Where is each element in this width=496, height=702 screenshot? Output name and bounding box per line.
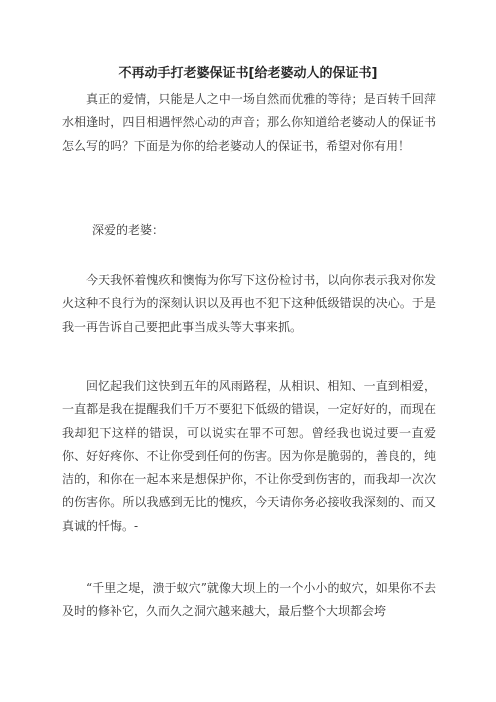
document-title: 不再动手打老婆保证书[给老婆动人的保证书] — [118, 66, 378, 81]
body-paragraph: 今天我怀着愧疚和懊悔为你写下这份检讨书，以向你表示我对你发火这种不良行为的深刻认识以及再也不犯下这种低级错误的决心。于是我一再告诉自己要把此事当成头等大事来抓。 — [62, 273, 436, 334]
body-paragraph: “千里之堤，溃于蚁穴”就像大坝上的一个小小的蚁穴，如果你不去及时的修补它，久而久之洞穴越来越大，最后整个大坝都会垮 — [62, 581, 436, 619]
salutation: 深爱的老婆： — [92, 223, 165, 237]
body-paragraph: 回忆起我们这快到五年的风雨路程，从相识、相知、一直到相爱，一直都是我在提醒我们千万不要犯下低级的错误，一定好好的，而现在我却犯下这样的错误，可以说实在罪不可恕。曾经我也说过要一直爱你、好好疼你、不让你受到任何的伤害。因为你是脆弱的，善良的，纯洁的，和你在一起本来是想保护你，不让你受到伤害的，而我却一次次的伤害你。所以我感到无比的愧疚，今天请你务必接收我深刻的、而又真诚的忏悔。- — [62, 379, 436, 533]
intro-paragraph: 真正的爱情，只能是人之中一场自然而优雅的等待；是百转千回萍水相逢时，四目相遇怦然心动的声音；那么你知道给老婆动人的保证书怎么写的吗？下面是为你的给老婆动人的保证书，希望对你有用！ — [62, 92, 436, 153]
